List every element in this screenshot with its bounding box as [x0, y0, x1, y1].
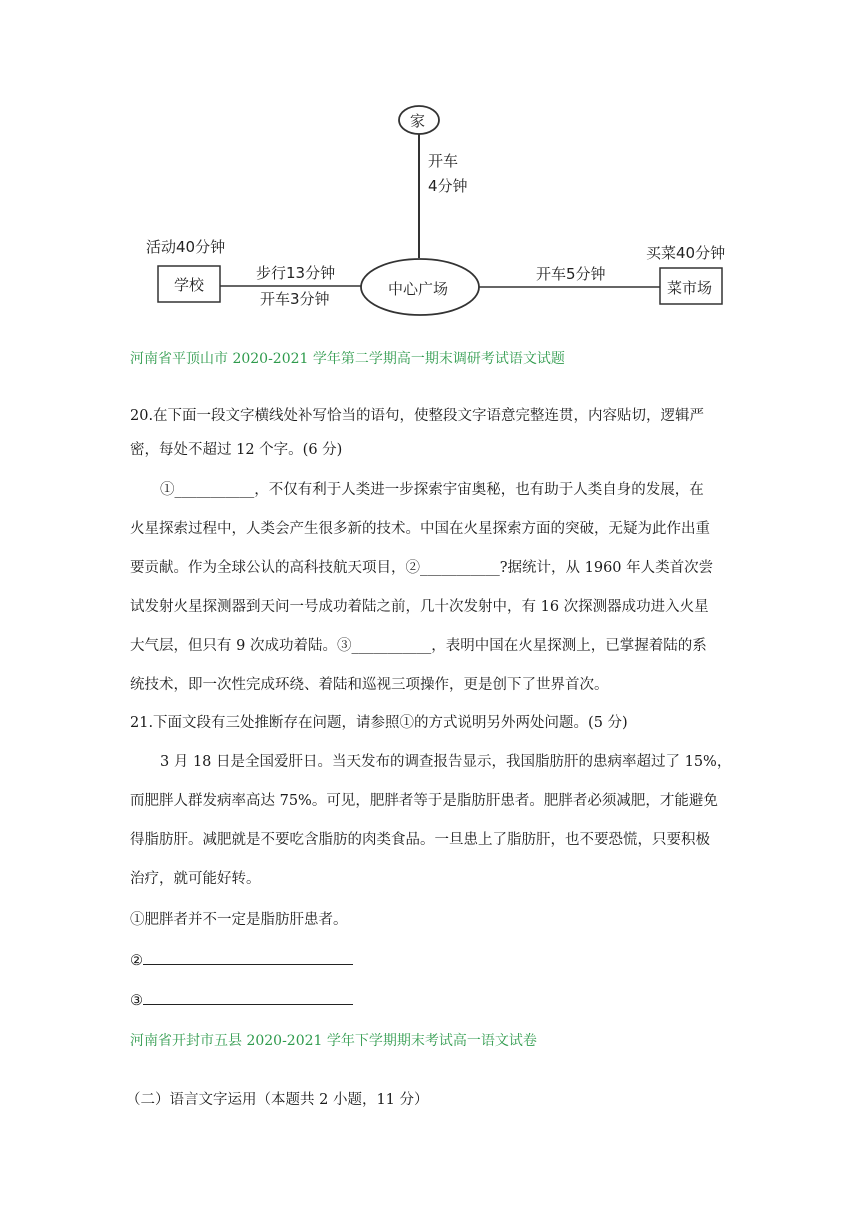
answer-marker: ② — [130, 953, 143, 969]
source-title-1: 河南省平顶山市 2020-2021 学年第二学期高一期末调研考试语文试题 — [130, 351, 565, 367]
market-label: 菜市场 — [667, 279, 713, 297]
q21-answer-1: ①肥胖者并不一定是脂肪肝患者。 — [130, 912, 348, 928]
q20-line: 统技术，即一次性完成环绕、着陆和巡视三项操作，更是创下了世界首次。 — [130, 677, 609, 693]
answer-blank[interactable] — [143, 990, 353, 1005]
market-edge-label: 开车5分钟 — [536, 265, 606, 283]
q21-line: 而肥胖人群发病率高达 75%。可见，肥胖者等于是脂肪肝患者。肥胖者必须减肥，才能避免 — [130, 793, 718, 809]
center-label: 中心广场 — [388, 280, 449, 298]
source-title-2: 河南省开封市五县 2020-2021 学年下学期期末考试高一语文试卷 — [130, 1033, 537, 1049]
q21-line: 得脂肪肝。减肥就是不要吃含脂肪的肉类食品。一旦患上了脂肪肝，也不要恐慌，只要积极 — [130, 832, 710, 848]
q21-line: 21.下面文段有三处推断存在问题，请参照①的方式说明另外两处问题。(5 分) — [130, 715, 628, 731]
school-note: 活动40分钟 — [146, 238, 226, 256]
q21-answer-2[interactable] — [130, 950, 353, 971]
home-edge-label-2: 4分钟 — [428, 177, 468, 195]
home-edge-label-1: 开车 — [428, 152, 459, 170]
q20-line: 20.在下面一段文字横线处补写恰当的语句，使整段文字语意完整连贯，内容贴切，逻辑严 — [130, 408, 705, 424]
answer-marker: ③ — [130, 993, 143, 1009]
market-note: 买菜40分钟 — [646, 244, 726, 262]
q20-line: 大气层，但只有 9 次成功着陆。③___________，表明中国在火星探测上，已掌握着陆的系 — [130, 638, 707, 654]
school-edge-label-1: 步行13分钟 — [256, 264, 336, 282]
q20-line: 要贡献。作为全球公认的高科技航天项目，②___________?据统计，从 1960 年人类首次尝 — [130, 560, 714, 576]
home-label: 家 — [410, 112, 426, 130]
section-heading: （二）语言文字运用（本题共 2 小题，11 分） — [126, 1092, 429, 1108]
q20-line: 试发射火星探测器到天问一号成功着陆之前，几十次发射中，有 16 次探测器成功进入火星 — [130, 599, 709, 615]
answer-blank[interactable] — [143, 950, 353, 965]
school-label: 学校 — [174, 276, 205, 294]
q20-line: ①___________，不仅有利于人类进一步探索宇宙奥秘，也有助于人类自身的发展，在 — [160, 482, 704, 498]
school-edge-label-2: 开车3分钟 — [260, 290, 330, 308]
q20-line: 火星探索过程中，人类会产生很多新的技术。中国在火星探索方面的突破，无疑为此作出重 — [130, 521, 710, 537]
q21-answer-3[interactable] — [130, 990, 353, 1011]
q21-line: 3 月 18 日是全国爱肝日。当天发布的调查报告显示，我国脂肪肝的患病率超过了 15%， — [160, 754, 732, 770]
q21-line: 治疗，就可能好转。 — [130, 871, 261, 887]
route-diagram — [0, 0, 860, 330]
q20-line: 密，每处不超过 12 个字。(6 分) — [130, 442, 343, 458]
